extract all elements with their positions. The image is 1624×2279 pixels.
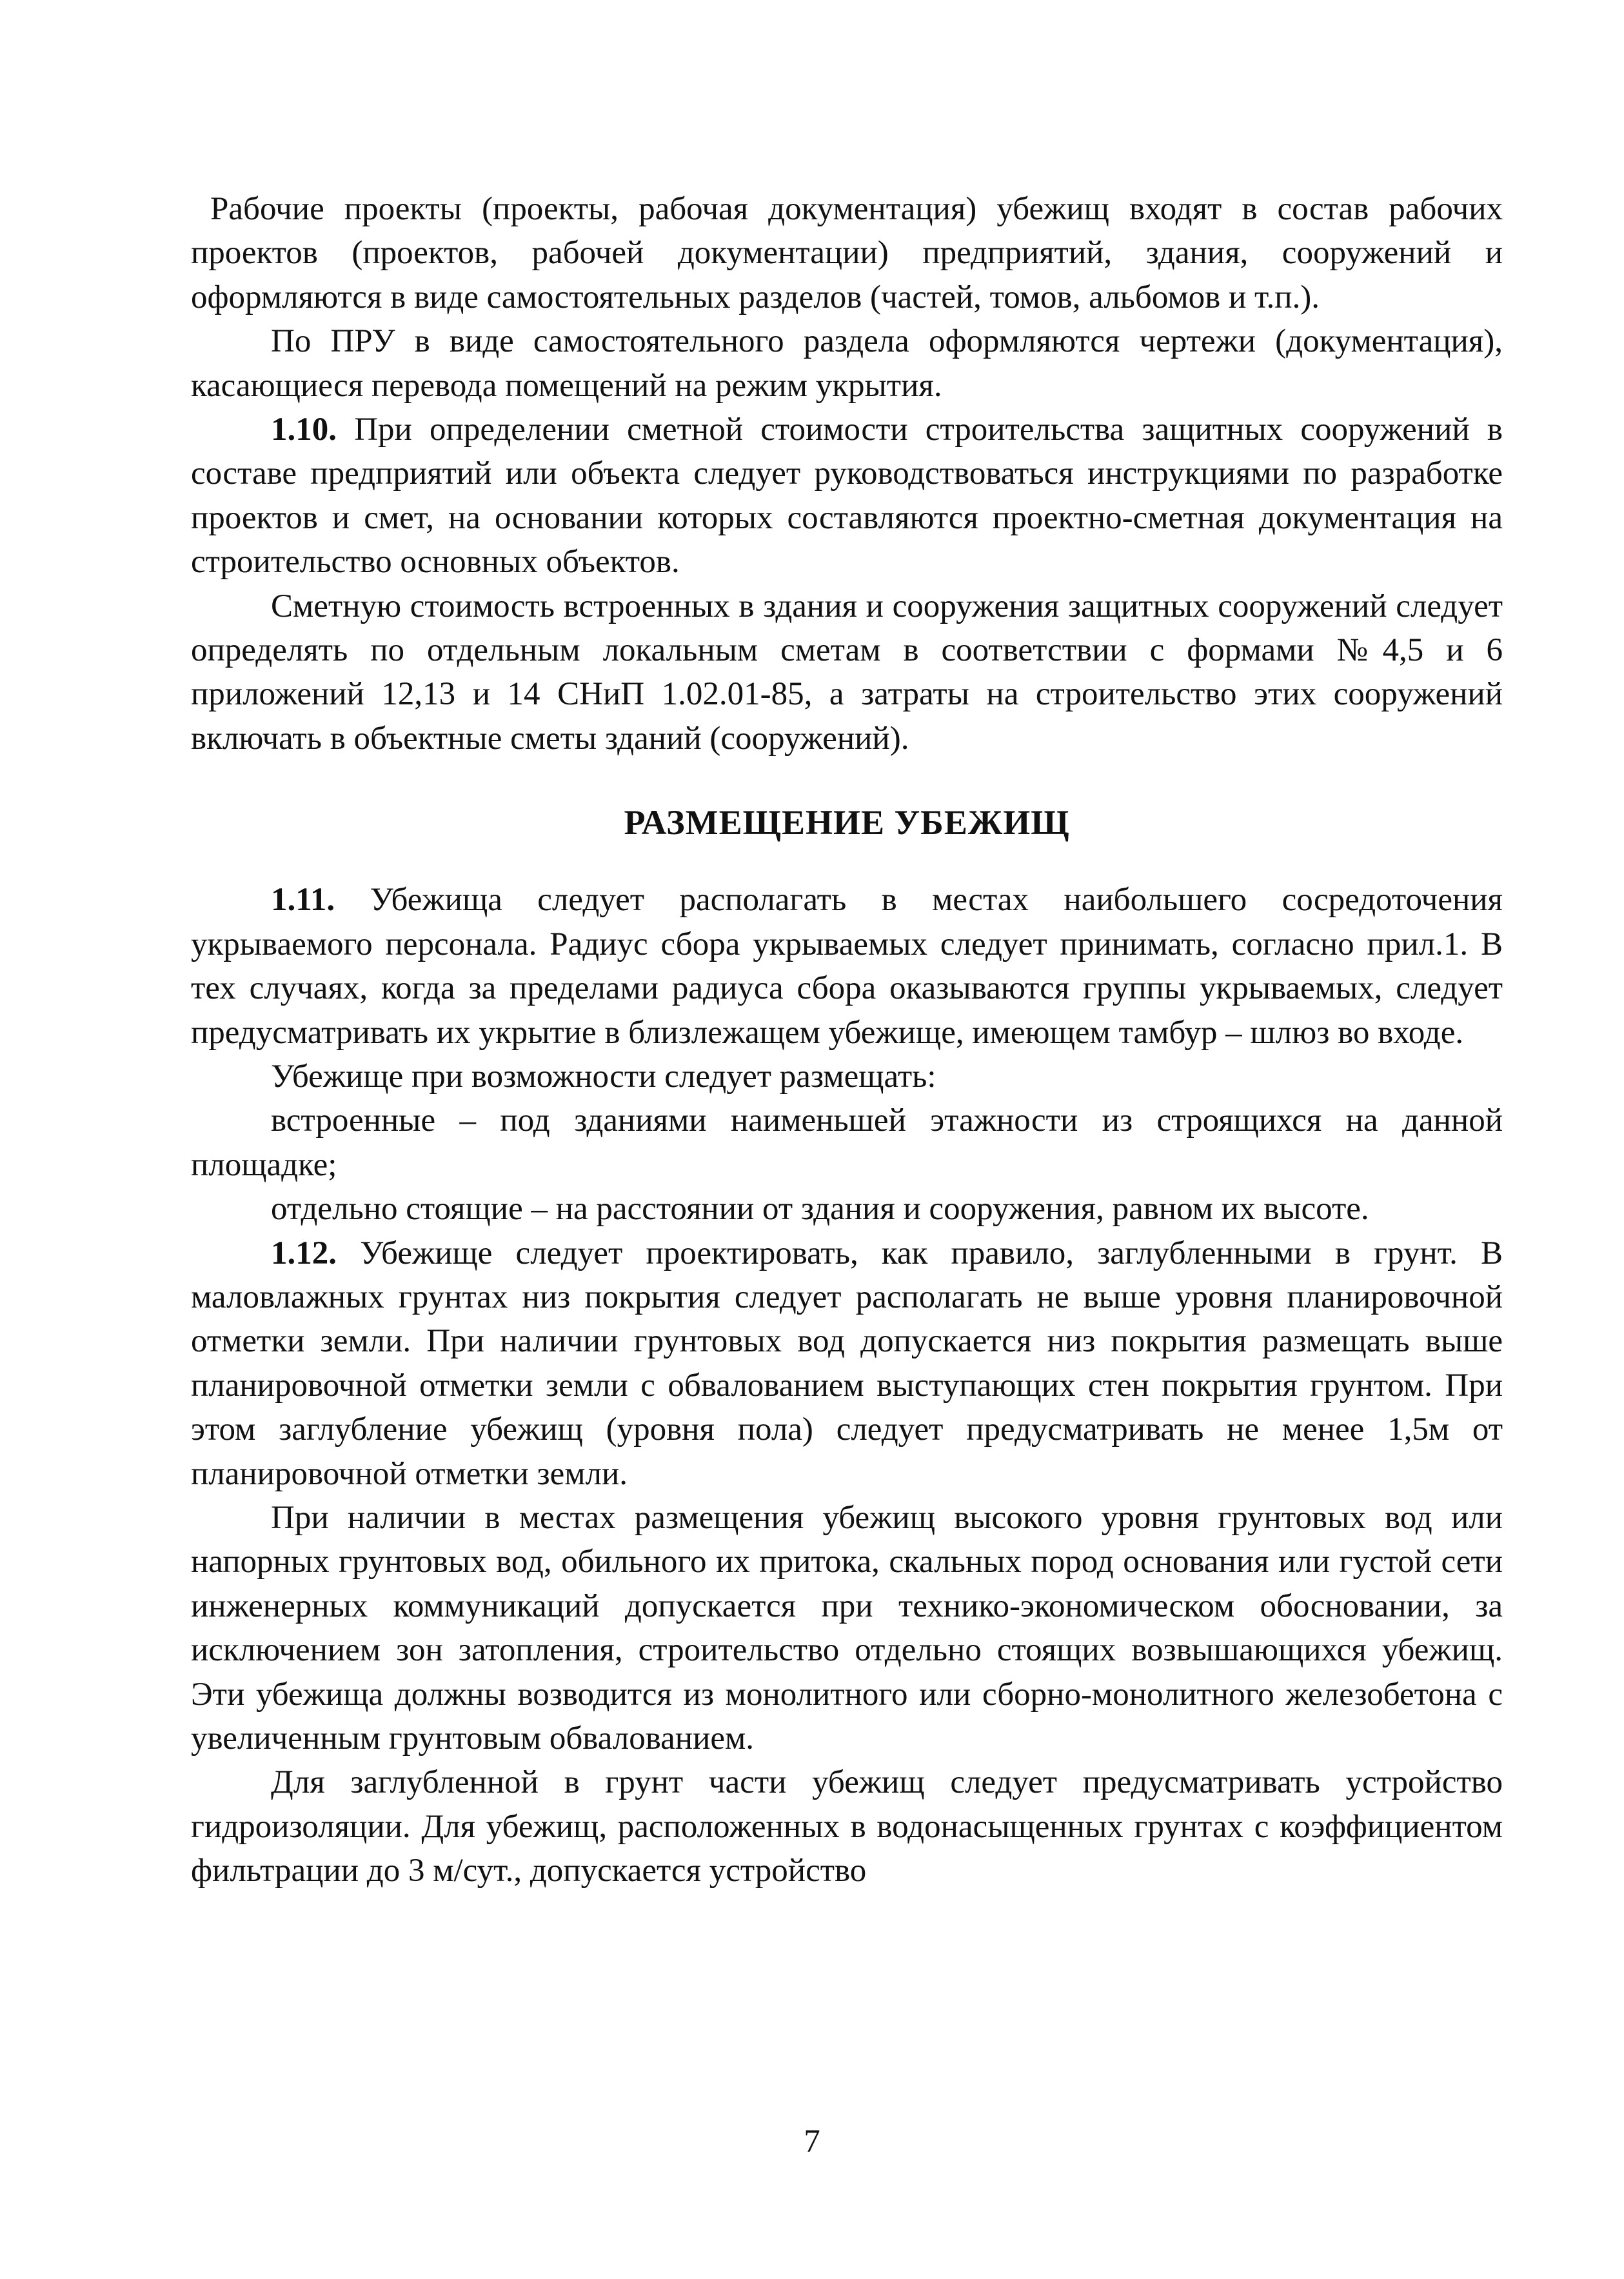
paragraph-text: По ПРУ в виде самостоятельного раздела оформляются чертежи (документация), касающиеся перевода помещений на режим укрытия. <box>191 323 1503 404</box>
paragraph-text: При наличии в местах размещения убежищ высокого уровня грунтовых вод или напорных грунтовых вод, обильного их притока, скальных пород основания или густой сети инженерных коммуникаций допускается при технико-экономическом обосновании, за исключением зон затопления, строительство отдельно стоящих возвышающихся убежищ. Эти убежища должны возводится из монолитного или сборно-монолитного железобетона с увеличенным грунтовым обвалованием. <box>191 1499 1503 1757</box>
paragraph-text: Для заглубленной в грунт части убежищ следует предусматривать устройство гидроизоляции. Для убежищ, расположенных в водонасыщенных грунтах с коэффициентом фильтрации до 3 м/сут., допускается устройство <box>191 1764 1503 1889</box>
paragraph-text: отдельно стоящие – на расстоянии от здания и сооружения, равном их высоте. <box>271 1191 1369 1228</box>
paragraph-estimate-cost <box>191 584 1503 761</box>
paragraph-text: Рабочие проекты (проекты, рабочая документация) убежищ входят в состав рабочих проектов (проектов, рабочей документации) предприятий, здания, сооружений и оформляются в виде самостоятельных разделов (частей, томов, альбомов и т.п.). <box>191 191 1503 315</box>
paragraph-placement-intro <box>191 1055 1503 1099</box>
paragraph-working-projects <box>191 187 1503 319</box>
paragraph-1-12 <box>191 1231 1503 1496</box>
paragraph-text: Сметную стоимость встроенных в здания и сооружения защитных сооружений следует определять по отдельным локальным сметам в соответствии с формами №4,5 и 6 приложений 12,13 и 14 СНиП 1.02.01-85, а затраты на строительство этих сооружений включать в объектные сметы зданий (сооружений). <box>191 588 1503 757</box>
paragraph-text: Убежища следует располагать в местах наибольшего сосредоточения укрываемого персонала. Радиус сбора укрываемых следует принимать, согласно прил.1. В тех случаях, когда за пределами радиуса сбора оказываются группы укрываемых, следует предусматривать их укрытие в близлежащем убежище, имеющем тамбур – шлюз во входе. <box>191 882 1503 1051</box>
paragraph-number: 1.11. <box>271 882 335 919</box>
paragraph-1-11 <box>191 878 1503 1055</box>
document-page <box>191 187 1503 1893</box>
paragraph-number: 1.12. <box>271 1235 337 1271</box>
paragraph-1-10 <box>191 408 1503 584</box>
paragraph-text: Убежище следует проектировать, как правило, заглубленными в грунт. В маловлажных грунтах низ покрытия следует располагать не выше уровня планировочной отметки земли. При наличии грунтовых вод допускается низ покрытия размещать выше планировочной отметки земли с обвалованием выступающих стен покрытия грунтом. При этом заглубление убежищ (уровня пола) следует предусматривать не менее 1,5м от планировочной отметки земли. <box>191 1235 1503 1492</box>
paragraph-built-in <box>191 1099 1503 1187</box>
section-title: РАЗМЕЩЕНИЕ УБЕЖИЩ <box>624 803 1070 842</box>
paragraph-text: встроенные – под зданиями наименьшей этажности из строящихся на данной площадке; <box>191 1102 1503 1183</box>
paragraph-pru <box>191 319 1503 408</box>
paragraph-text: Убежище при возможности следует размещать: <box>271 1058 936 1095</box>
paragraph-number: 1.10. <box>271 412 337 448</box>
paragraph-groundwater <box>191 1496 1503 1760</box>
paragraph-text: При определении сметной стоимости строительства защитных сооружений в составе предприятий или объекта следует руководствоваться инструкциями по разработке проектов и смет, на основании которых составляются проектно-сметная документация на строительство основных объектов. <box>191 412 1503 581</box>
paragraph-waterproofing <box>191 1760 1503 1893</box>
page-number: 7 <box>804 2124 820 2160</box>
paragraph-standalone <box>191 1187 1503 1231</box>
